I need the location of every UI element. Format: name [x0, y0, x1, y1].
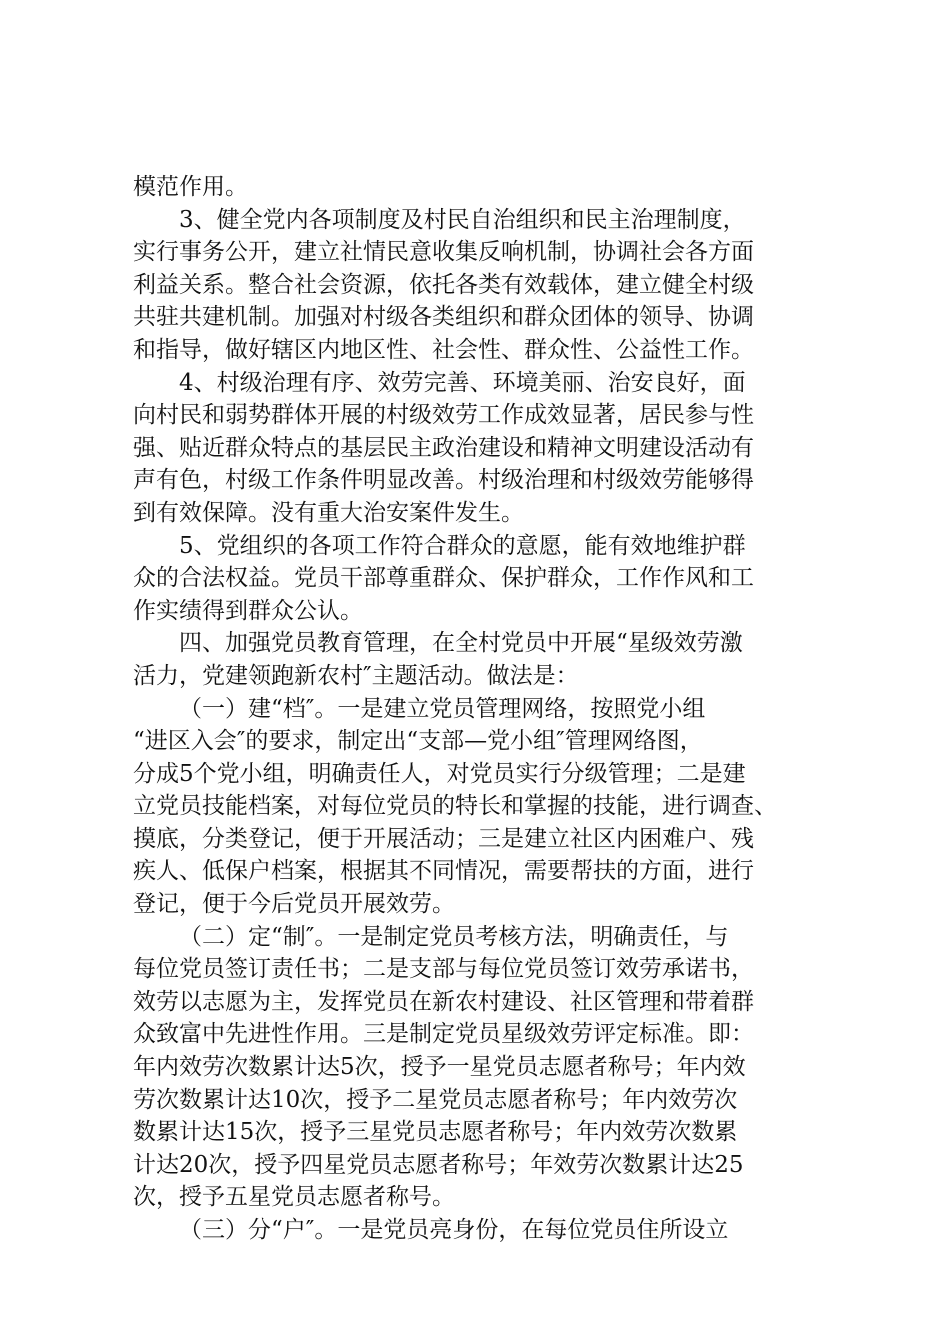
document-body: [133, 171, 833, 1247]
text-line: 每位党员签订责任书；二是支部与每位党员签订效劳承诺书，: [133, 956, 754, 983]
text-line: 3、健全党内各项制度及村民自治组织和民主治理制度，: [179, 206, 746, 233]
text-line: 模范作用。: [133, 174, 248, 200]
text-line: “进区入会″的要求，制定出“支部—党小组″管理网络图，: [133, 728, 703, 755]
text-line: 疾人、低保户档案，根据其不同情况，需要帮扶的方面，进行: [133, 858, 754, 885]
text-line: 强、贴近群众特点的基层民主政治建设和精神文明建设活动有: [133, 434, 754, 461]
text-line: 5、党组织的各项工作符合群众的意愿，能有效地维护群: [179, 532, 746, 559]
text-line: 利益关系。整合社会资源，依托各类有效载体，建立健全村级: [133, 271, 754, 298]
text-line: 向村民和弱势群体开展的村级效劳工作成效显著，居民参与性: [133, 402, 754, 429]
text-line: 众致富中先进性作用。三是制定党员星级效劳评定标准。即：: [133, 1021, 754, 1048]
text-line: 分成5个党小组，明确责任人，对党员实行分级管理；二是建: [133, 760, 746, 787]
text-line: （二）定“制″。一是制定党员考核方法，明确责任，与: [179, 923, 729, 950]
text-line: 摸底，分类登记，便于开展活动；三是建立社区内困难户、残: [133, 825, 754, 852]
text-line: 4、村级治理有序、效劳完善、环境美丽、治安良好，面: [179, 369, 746, 396]
text-line: 活力，党建领跑新农村″主题活动。做法是：: [133, 662, 579, 689]
text-line: 到有效保障。没有重大治安案件发生。: [133, 499, 524, 526]
text-line: 效劳以志愿为主，发挥党员在新农村建设、社区管理和带着群: [133, 988, 754, 1015]
text-line: 实行事务公开，建立社情民意收集反响机制，协调社会各方面: [133, 239, 754, 266]
text-line: 年内效劳次数累计达5次，授予一星党员志愿者称号；年内效: [133, 1054, 746, 1081]
text-line: 数累计达15次，授予三星党员志愿者称号；年内效劳次数累: [133, 1119, 738, 1146]
text-line: 共驻共建机制。加强对村级各类组织和群众团体的领导、协调: [133, 304, 754, 331]
text-line: 计达20次，授予四星党员志愿者称号；年效劳次数累计达25: [133, 1151, 744, 1178]
text-line: 四、加强党员教育管理，在全村党员中开展“星级效劳激: [179, 630, 743, 657]
text-line: （一）建“档″。一是建立党员管理网络，按照党小组: [179, 695, 706, 722]
text-line: 声有色，村级工作条件明显改善。村级治理和村级效劳能够得: [133, 467, 754, 494]
text-line: 立党员技能档案，对每位党员的特长和掌握的技能，进行调查、: [133, 793, 777, 820]
text-line: 众的合法权益。党员干部尊重群众、保护群众，工作作风和工: [133, 565, 754, 592]
text-line: （三）分“户″。一是党员亮身份，在每位党员住所设立: [179, 1217, 729, 1243]
text-line: 劳次数累计达10次，授予二星党员志愿者称号；年内效劳次: [133, 1086, 738, 1113]
text-line: 登记，便于今后党员开展效劳。: [133, 891, 455, 918]
text-line: 次，授予五星党员志愿者称号。: [133, 1184, 455, 1211]
text-line: 和指导，做好辖区内地区性、社会性、群众性、公益性工作。: [133, 336, 754, 363]
text-line: 作实绩得到群众公认。: [133, 597, 363, 624]
